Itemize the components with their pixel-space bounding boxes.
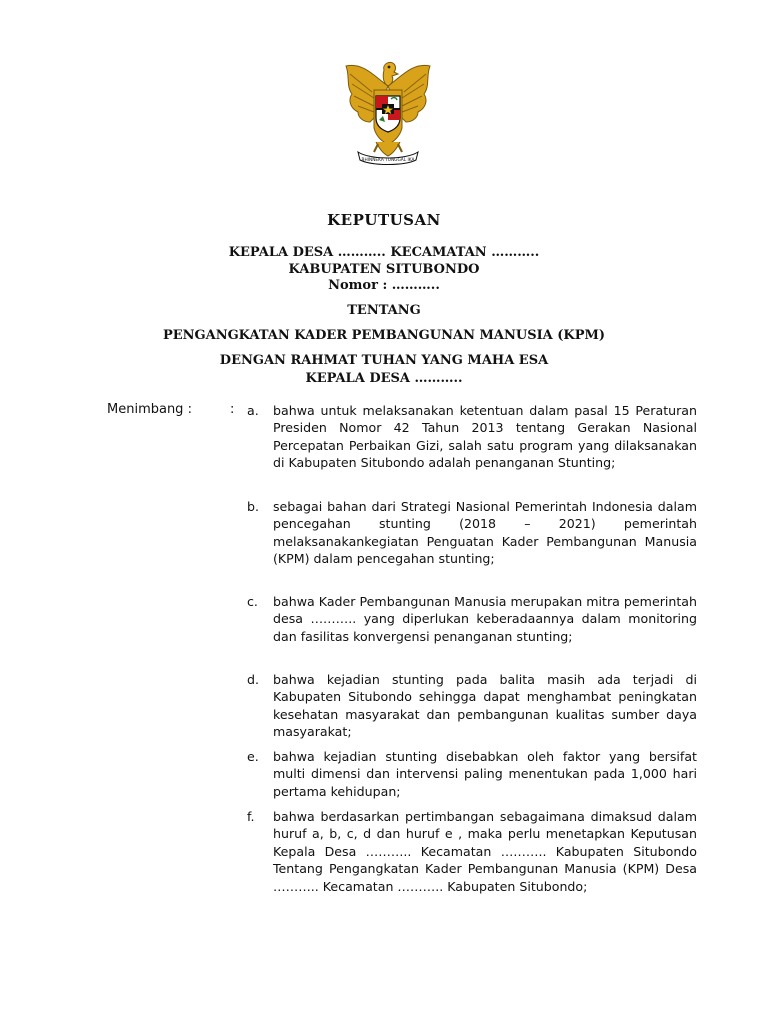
item-letter: a.: [247, 403, 259, 418]
list-item: [247, 402, 697, 472]
list-item: [247, 593, 697, 645]
menimbang-colon: :: [230, 402, 235, 417]
rahmat-heading: DENGAN RAHMAT TUHAN YANG MAHA ESA: [219, 353, 549, 368]
item-letter: d.: [247, 672, 259, 687]
number-line: Nomor : ………..: [328, 278, 440, 293]
list-item: [247, 498, 697, 568]
item-text: bahwa Kader Pembangunan Manusia merupakan mitra pemerintah desa ……….. yang diperlukan keberadaannya dalam monitoring dan fasilitas konvergensi penanganan stunting;: [273, 594, 697, 644]
regency-line: KABUPATEN SITUBONDO: [288, 262, 480, 277]
garuda-emblem-icon: [336, 56, 440, 168]
item-text: bahwa untuk melaksanakan ketentuan dalam pasal 15 Peraturan Presiden Nomor 42 Tahun 2013 tentang Gerakan Nasional Percepatan Perbaikan Gizi, salah satu program yang dilaksanakan di Kabupaten Situbondo adalah penanganan Stunting;: [273, 403, 697, 471]
tentang-heading: TENTANG: [347, 303, 421, 318]
kepala-desa-heading: KEPALA DESA ………..: [305, 371, 463, 386]
list-item: [247, 808, 697, 895]
item-text: sebagai bahan dari Strategi Nasional Pemerintah Indonesia dalam pencegahan stunting (2018 – 2021) pemerintah melaksanakankegiatan Penguatan Kader Pembangunan Manusia (KPM) dalam pencegahan stunting;: [273, 499, 697, 567]
list-item: [247, 671, 697, 741]
subject-heading: PENGANGKATAN KADER PEMBANGUNAN MANUSIA (KPM): [162, 328, 606, 343]
item-letter: e.: [247, 749, 259, 764]
issuer-line: KEPALA DESA ……….. KECAMATAN ………..: [228, 245, 540, 260]
menimbang-label: Menimbang :: [107, 402, 192, 417]
item-text: bahwa kejadian stunting pada balita masih ada terjadi di Kabupaten Situbondo sehingga dapat menghambat peningkatan kesehatan masyarakat dan pembangunan kualitas sumber daya masyarakat;: [273, 672, 697, 740]
item-letter: f.: [247, 809, 255, 824]
document-title: KEPUTUSAN: [327, 211, 441, 229]
item-letter: c.: [247, 594, 258, 609]
item-text: bahwa berdasarkan pertimbangan sebagaimana dimaksud dalam huruf a, b, c, d dan huruf e , maka perlu menetapkan Keputusan Kepala Desa ……….. Kecamatan ……….. Kabupaten Situbondo Tentang Pengangkatan Kader Pembangunan Manusia (KPM) Desa ……….. Kecamatan ……….. Kabupaten Situbondo;: [273, 809, 697, 894]
item-text: bahwa kejadian stunting disebabkan oleh faktor yang bersifat multi dimensi dan intervensi paling menentukan pada 1,000 hari pertama kehidupan;: [273, 749, 697, 799]
emblem-motto: BHINNEKA TUNGGAL IKA: [361, 158, 415, 163]
item-letter: b.: [247, 499, 259, 514]
list-item: [247, 748, 697, 800]
